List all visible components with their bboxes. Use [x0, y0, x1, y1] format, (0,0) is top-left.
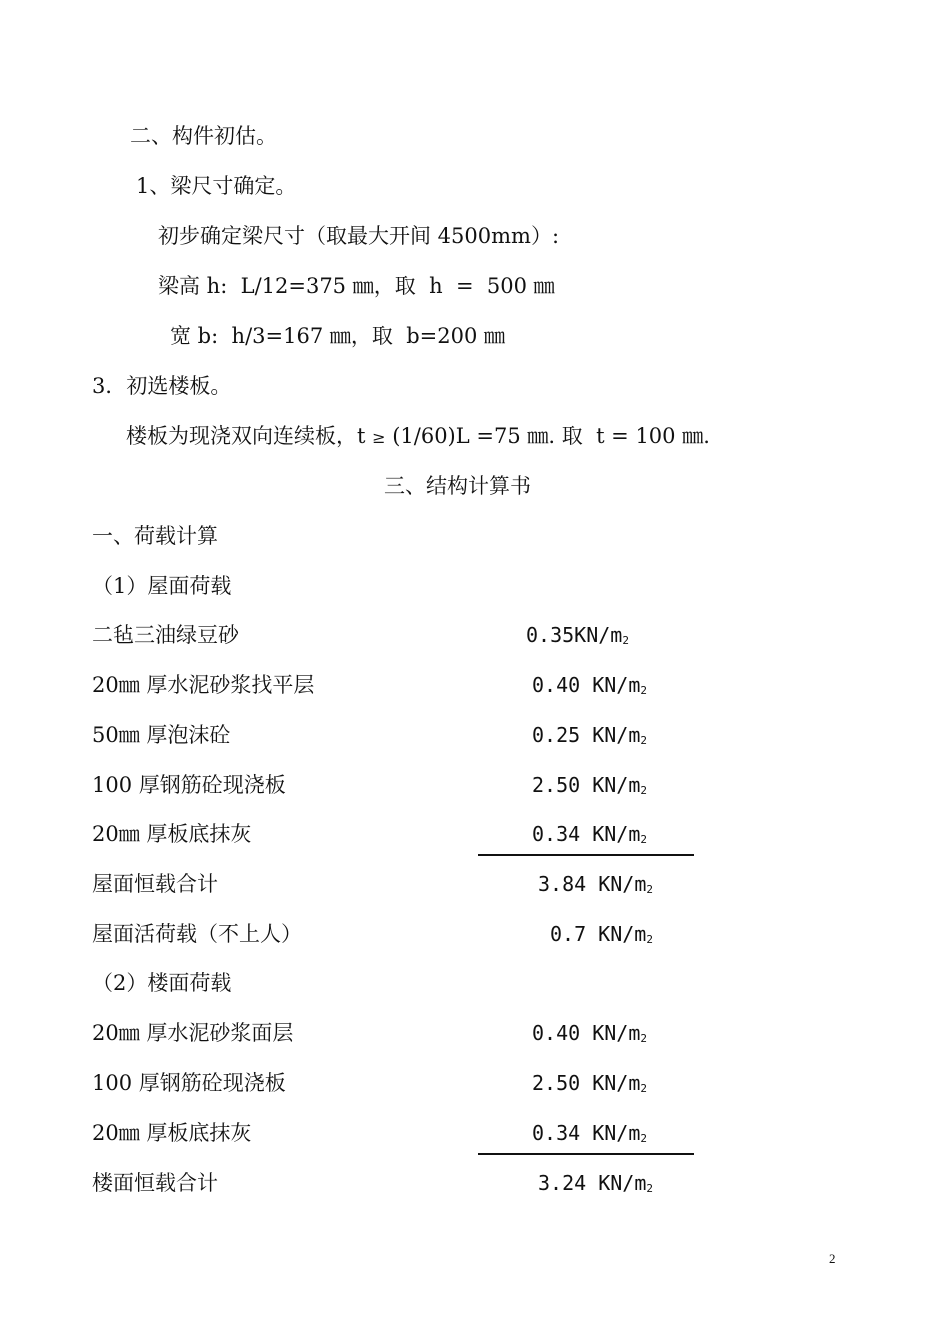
floor-item-value: 0.34 KN/m2 [532, 1121, 647, 1145]
slab-text-a: 楼板为现浇双向连续板，t [126, 424, 373, 448]
beam-width: 宽 b: h/3=167 ㎜，取 b=200 ㎜ [170, 324, 506, 348]
geq-symbol: ≥ [372, 428, 386, 447]
floor-total-label: 楼面恒载合计 [92, 1171, 218, 1195]
beam-intro: 初步确定梁尺寸（取最大开间 4500mm）: [158, 224, 560, 248]
floor-total-value: 3.24 KN/m2 [538, 1171, 653, 1195]
slab-text-b: (1/60)L =75 ㎜. 取 t = 100 ㎜. [385, 424, 710, 448]
floor-item-name: 20㎜ 厚板底抹灰 [92, 1121, 252, 1145]
roof-item-name: 20㎜ 厚板底抹灰 [92, 822, 252, 846]
section-three-heading: 三、结构计算书 [384, 474, 531, 498]
floor-item-value: 0.40 KN/m2 [532, 1021, 647, 1045]
beam-height: 梁高 h: L/12=375 ㎜，取 h = 500 ㎜ [158, 274, 555, 298]
sum-rule [478, 1153, 694, 1155]
roof-item-name: 20㎜ 厚水泥砂浆找平层 [92, 673, 315, 697]
load-heading: 一、荷载计算 [92, 524, 218, 548]
slab-heading: 3．初选楼板。 [92, 374, 232, 398]
floor-item-name: 20㎜ 厚水泥砂浆面层 [92, 1021, 294, 1045]
roof-live-value: 0.7 KN/m2 [550, 922, 653, 946]
roof-item-name: 50㎜ 厚泡沫砼 [92, 723, 231, 747]
roof-item-value: 2.50 KN/m2 [532, 773, 647, 797]
roof-item-name: 100 厚钢筋砼现浇板 [92, 773, 286, 797]
roof-item-name: 二毡三油绿豆砂 [92, 623, 239, 647]
roof-total-value: 3.84 KN/m2 [538, 872, 653, 896]
beam-heading: 1、梁尺寸确定。 [136, 174, 297, 198]
floor-item-value: 2.50 KN/m2 [532, 1071, 647, 1095]
page-number: 2 [829, 1251, 836, 1266]
roof-live-label: 屋面活荷载（不上人） [92, 922, 302, 946]
roof-item-value: 0.25 KN/m2 [532, 723, 647, 747]
roof-heading: （1）屋面荷载 [92, 574, 232, 598]
slab-text [126, 423, 710, 451]
floor-heading: （2）楼面荷载 [92, 971, 232, 995]
roof-total-label: 屋面恒载合计 [92, 872, 218, 896]
roof-item-value: 0.40 KN/m2 [532, 673, 647, 697]
section-heading: 二、构件初估。 [130, 124, 277, 148]
roof-item-value: 0.34 KN/m2 [532, 822, 647, 846]
roof-item-value: 0.35KN/m2 [526, 623, 629, 647]
floor-item-name: 100 厚钢筋砼现浇板 [92, 1071, 286, 1095]
sum-rule [478, 854, 694, 856]
